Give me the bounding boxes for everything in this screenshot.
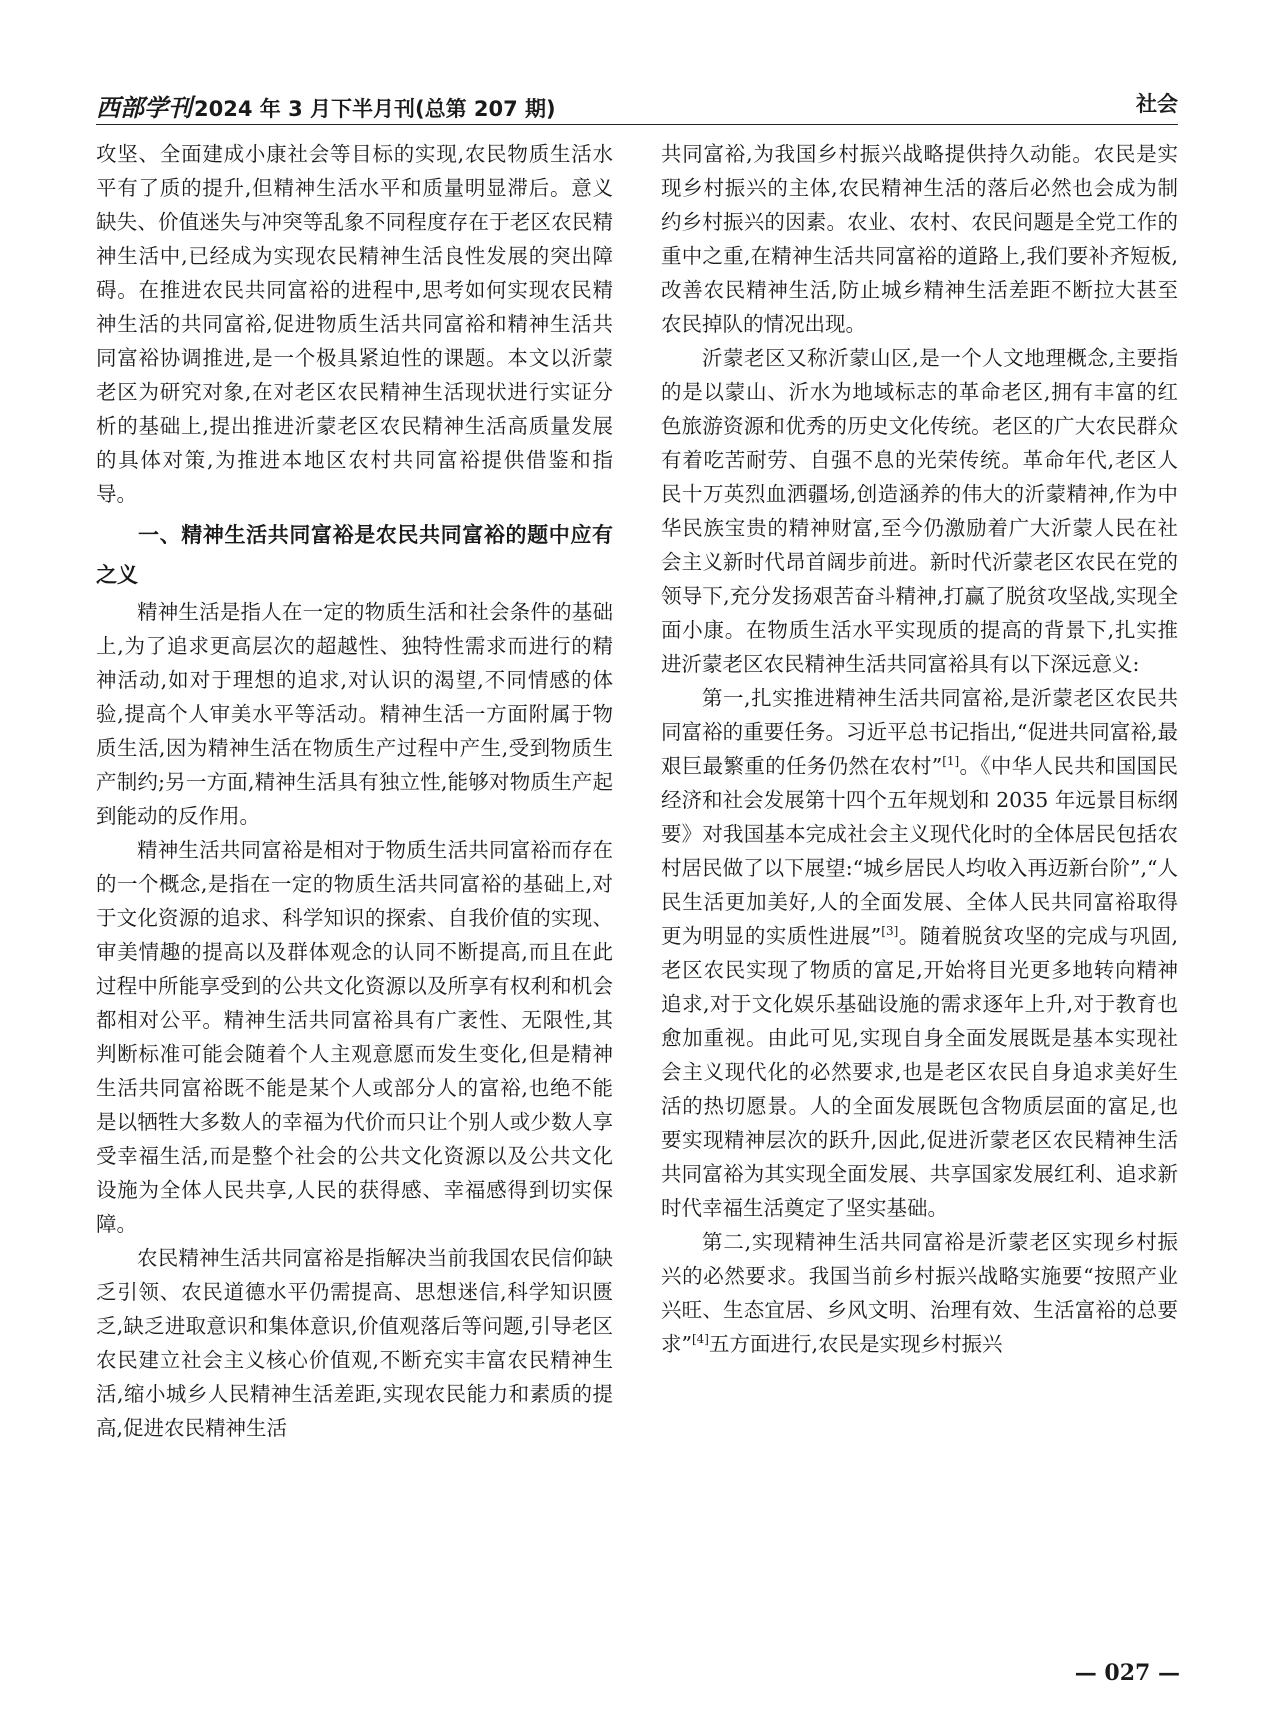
paragraph: 攻坚、全面建成小康社会等目标的实现,农民物质生活水平有了质的提升,但精神生活水平和质量明显滞后。意义缺失、价值迷失与冲突等乱象不同程度存在于老区农民精神生活中,已经成为实现农民精神生活良性发展的突出障碍。在推进农民共同富裕的进程中,思考如何实现农民精神生活的共同富裕,促进物质生活共同富裕和精神生活共同富裕协调推进,是一个极具紧迫性的课题。本文以沂蒙老区为研究对象,在对老区农民精神生活现状进行实证分析的基础上,提出推进沂蒙老区农民精神生活高质量发展的具体对策,为推进本地区农村共同富裕提供借鉴和指导。 — [96, 142, 613, 506]
paragraph: 精神生活共同富裕是相对于物质生活共同富裕而存在的一个概念,是指在一定的物质生活共同富裕的基础上,对于文化资源的追求、科学知识的探索、自我价值的实现、审美情趣的提高以及群体观念的认同不断提高,而且在此过程中所能享受到的公共文化资源以及所享有权利和机会都相对公平。精神生活共同富裕具有广袤性、无限性,其判断标准可能会随着个人主观意愿而发生变化,但是精神生活共同富裕既不能是某个人或部分人的富裕,也绝不能是以牺牲大多数人的幸福为代价而只让个别人或少数人享受幸福生活,而是整个社会的公共文化资源以及公共文化设施为全体人民共享,人民的获得感、幸福感得到切实保障。 — [96, 838, 613, 1236]
running-header — [96, 88, 1178, 122]
left-column — [96, 137, 613, 1445]
issue-info: 2024 年 3 月下半月刊(总第 207 期) — [194, 97, 556, 121]
right-column — [661, 137, 1178, 1361]
header-rule — [96, 124, 1178, 125]
paragraph: 农民精神生活共同富裕是指解决当前我国农民信仰缺乏引领、农民道德水平仍需提高、思想迷信,科学知识匮乏,缺乏进取意识和集体意识,价值观落后等问题,引导老区农民建立社会主义核心价值观,不断充实丰富农民精神生活,缩小城乡人民精神生活差距,实现农民能力和素质的提高,促进农民精神生活 — [96, 1246, 613, 1440]
paragraph-text: 。随着脱贫攻坚的完成与巩固,老区农民实现了物质的富足,开始将目光更多地转向精神追求,对于文化娱乐基础设施的需求逐年上升,对于教育也愈加重视。由此可见,实现自身全面发展既是基本实现社会主义现代化的必然要求,也是老区农民自身追求美好生活的热切愿景。人的全面发展既包含物质层面的富足,也要实现精神层次的跃升,因此,促进沂蒙老区农民精神生活共同富裕为其实现全面发展、共享国家发展红利、追求新时代幸福生活奠定了坚实基础。 — [661, 924, 1179, 1220]
citation-ref: [1] — [942, 754, 960, 769]
paragraph: 共同富裕,为我国乡村振兴战略提供持久动能。农民是实现乡村振兴的主体,农民精神生活的落后必然也会成为制约乡村振兴的因素。农业、农村、农民问题是全党工作的重中之重,在精神生活共同富裕的道路上,我们要补齐短板,改善农民精神生活,防止城乡精神生活差距不断拉大甚至农民掉队的情况出现。 — [661, 142, 1178, 336]
paragraph — [661, 681, 1178, 1225]
citation-ref: [4] — [691, 1332, 709, 1347]
paragraph-text: 。《中华人民共和国国民经济和社会发展第十四个五年规划和 2035 年远景目标纲要》对我国基本完成社会主义现代化时的全体居民包括农村居民做了以下展望:“城乡居民人均收入再迈新台阶”,“人民生活更加美好,人的全面发展、全体人民共同富裕取得更为明显的实质性进展” — [661, 754, 1178, 948]
page-number: — 027 — — [1074, 1660, 1180, 1686]
journal-masthead — [96, 88, 556, 123]
paragraph-text: 第一,扎实推进精神生活共同富裕,是沂蒙老区农民共同富裕的重要任务。习近平总书记指出,“促进共同富裕,最艰巨最繁重的任务仍然在农村” — [661, 686, 1178, 778]
paragraph-text: 第二,实现精神生活共同富裕是沂蒙老区实现乡村振兴的必然要求。我国当前乡村振兴战略实施要“按照产业兴旺、生态宜居、乡风文明、治理有效、生活富裕的总要求” — [661, 1230, 1178, 1356]
journal-logo: 西部学刊 — [96, 93, 192, 122]
paragraph-text: 五方面进行,农民是实现乡村振兴 — [708, 1332, 1003, 1356]
paragraph: 精神生活是指人在一定的物质生活和社会条件的基础上,为了追求更高层次的超越性、独特性需求而进行的精神活动,如对于理想的追求,对认识的渴望,不同情感的体验,提高个人审美水平等活动。精神生活一方面附属于物质生活,因为精神生活在物质生产过程中产生,受到物质生产制约;另一方面,精神生活具有独立性,能够对物质生产起到能动的反作用。 — [96, 600, 613, 828]
citation-ref: [3] — [881, 924, 899, 939]
section-heading: 一、精神生活共同富裕是农民共同富裕的题中应有之义 — [96, 523, 613, 587]
paragraph: 沂蒙老区又称沂蒙山区,是一个人文地理概念,主要指的是以蒙山、沂水为地域标志的革命老区,拥有丰富的红色旅游资源和优秀的历史文化传统。老区的广大农民群众有着吃苦耐劳、自强不息的光荣传统。革命年代,老区人民十万英烈血洒疆场,创造涵养的伟大的沂蒙精神,作为中华民族宝贵的精神财富,至今仍激励着广大沂蒙人民在社会主义新时代昂首阔步前进。新时代沂蒙老区农民在党的领导下,充分发扬艰苦奋斗精神,打赢了脱贫攻坚战,实现全面小康。在物质生活水平实现质的提高的背景下,扎实推进沂蒙老区农民精神生活共同富裕具有以下深远意义: — [661, 346, 1178, 676]
section-label: 社会 — [1136, 92, 1178, 116]
paragraph — [661, 1225, 1178, 1361]
